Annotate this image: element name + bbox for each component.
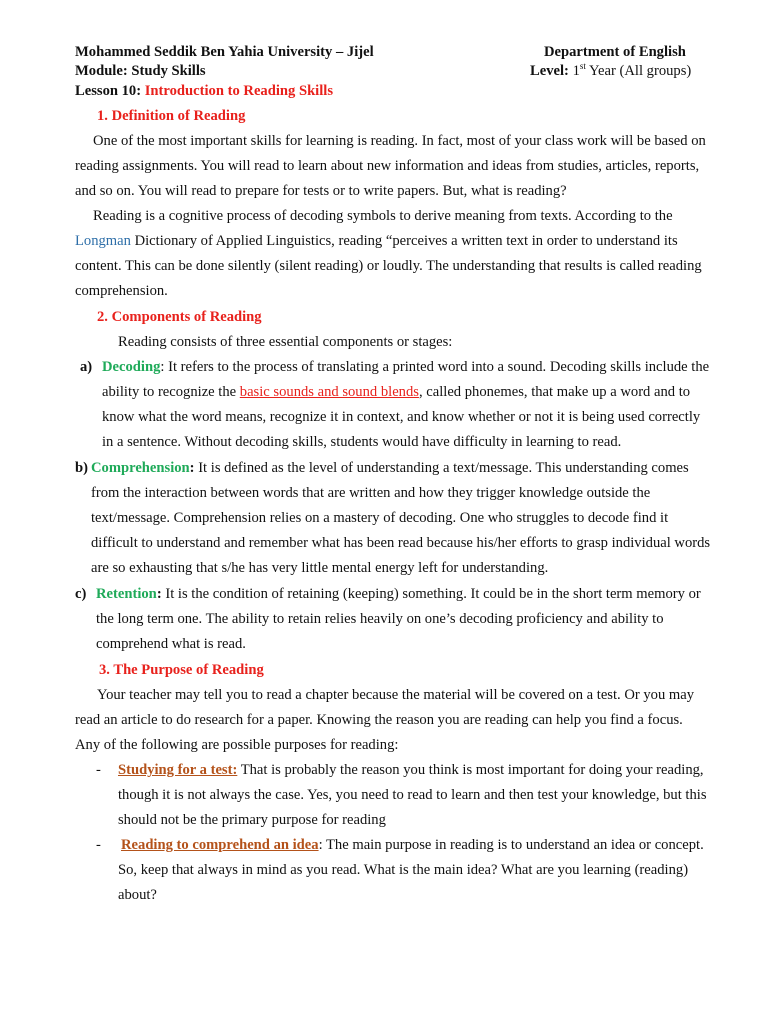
department-name: Department of English xyxy=(544,44,686,60)
item-b-line-1-text: It is defined as the level of understanding a text/message. This understanding comes xyxy=(194,460,689,476)
term-decoding: Decoding xyxy=(102,359,161,375)
item-a-line-2-pre: ability to recognize the xyxy=(102,384,240,400)
s1-p2-line-2-rest: Dictionary of Applied Linguistics, reading “perceives a written text in order to understand its xyxy=(130,233,678,249)
item-a-line-2-post: , called phonemes, that make up a word and to xyxy=(418,384,691,400)
module-label: Module: xyxy=(75,63,128,79)
level-sup: st xyxy=(579,61,586,72)
university-name: Mohammed Seddik Ben Yahia University – Jijel xyxy=(75,44,374,60)
s1-p1-line-1: One of the most important skills for learning is reading. In fact, most of your class work will be based on xyxy=(93,133,706,149)
section-3-heading: 3. The Purpose of Reading xyxy=(99,662,264,678)
s1-p2-line-2 xyxy=(75,232,678,250)
term-reading-to-comprehend: Reading to comprehend an idea xyxy=(121,837,319,853)
bullet-1-line-2: though it is not always the case. Yes, you need to read to learn and then test your knowledge, but this xyxy=(118,787,707,803)
longman-link[interactable]: Longman xyxy=(75,233,131,249)
section-1-heading: 1. Definition of Reading xyxy=(97,108,246,124)
lesson-label: Lesson 10: xyxy=(75,83,142,99)
level-num: 1 xyxy=(572,63,580,79)
bullet-2-line-2: So, keep that always in mind as you read. What is the main idea? What are you learning (reading) xyxy=(118,862,689,878)
s1-p1-line-3: and so on. You will read to prepare for tests or to write papers. But, what is reading? xyxy=(75,183,567,199)
item-b-line-2: from the interaction between words that are written and how they trigger knowledge outside the xyxy=(91,485,651,501)
bullet-2-line-1-text: : The main purpose in reading is to understand an idea or concept. xyxy=(318,837,704,853)
module-line xyxy=(75,62,206,80)
term-studying-for-test: Studying for a test: xyxy=(118,762,238,778)
item-c-colon: : xyxy=(156,586,162,602)
item-c-line-1 xyxy=(96,585,701,603)
item-c-marker: c) xyxy=(75,586,87,602)
level-label: Level: xyxy=(530,63,569,79)
item-c-line-2: the long term one. The ability to retain relies heavily on one’s decoding proficiency and ability to xyxy=(96,611,664,627)
section-2-heading: 2. Components of Reading xyxy=(97,309,262,325)
s3-p-line-2: read an article to do research for a paper. Knowing the reason you are reading can help you find a focus. xyxy=(75,712,683,728)
item-b-line-3: text/message. Comprehension relies on a mastery of decoding. One who struggles to decode find it xyxy=(91,510,669,526)
level-value: Year (All groups) xyxy=(588,63,692,79)
s1-p1-line-2: reading assignments. You will read to learn about new information and ideas from studies, articles, reports, xyxy=(75,158,700,174)
item-b-colon: : xyxy=(189,460,195,476)
item-a-line-4: in a sentence. Without decoding skills, students would have difficulty in learning to read. xyxy=(102,434,622,450)
item-a-line-2 xyxy=(102,383,690,401)
bullet-2-marker: - xyxy=(96,837,101,853)
bullet-2-line-3: about? xyxy=(118,887,157,903)
bullet-1-line-1-text: That is probably the reason you think is most important for doing your reading, xyxy=(237,762,704,778)
module-value: Study Skills xyxy=(131,63,206,79)
bullet-1-line-3: should not be the primary purpose for reading xyxy=(118,812,386,828)
item-c-line-1-text: It is the condition of retaining (keeping) something. It could be in the short term memory or xyxy=(161,586,701,602)
bullet-1-line-1 xyxy=(118,761,704,779)
s1-p2-line-4: comprehension. xyxy=(75,283,168,299)
term-retention: Retention xyxy=(96,586,157,602)
item-b-marker: b) xyxy=(75,460,88,476)
lesson-title: Introduction to Reading Skills xyxy=(144,83,334,99)
level-line xyxy=(530,62,691,80)
item-a-line-1-text: : It refers to the process of translating a printed word into a sound. Decoding skills include the xyxy=(160,359,710,375)
item-a-line-3: know what the word means, recognize it in context, and know whether or not it is being used correctly xyxy=(102,409,701,425)
term-comprehension: Comprehension xyxy=(91,460,190,476)
bullet-2-line-1 xyxy=(121,836,704,854)
item-a-marker: a) xyxy=(80,359,93,375)
s1-p2-line-3: content. This can be done silently (silent reading) or loudly. The understanding that results is called reading xyxy=(75,258,702,274)
bullet-1-marker: - xyxy=(96,762,101,778)
s3-p-line-1: Your teacher may tell you to read a chapter because the material will be covered on a test. Or you may xyxy=(97,687,695,703)
item-b-line-1 xyxy=(91,459,689,477)
item-b-line-4: difficult to understand and remember what has been read because his/her efforts to grasp individual words xyxy=(91,535,711,551)
item-b-line-5: are so exhausting that s/he has very little mental energy left for understanding. xyxy=(91,560,549,576)
lesson-line xyxy=(75,82,333,100)
item-a-line-1 xyxy=(102,358,709,376)
basic-sounds-link[interactable]: basic sounds and sound blends xyxy=(239,384,419,400)
s2-intro: Reading consists of three essential components or stages: xyxy=(118,334,453,350)
s1-p2-line-1: Reading is a cognitive process of decoding symbols to derive meaning from texts. According to the xyxy=(93,208,673,224)
item-c-line-3: comprehend what is read. xyxy=(96,636,246,652)
s3-p-line-3: Any of the following are possible purposes for reading: xyxy=(75,737,399,753)
